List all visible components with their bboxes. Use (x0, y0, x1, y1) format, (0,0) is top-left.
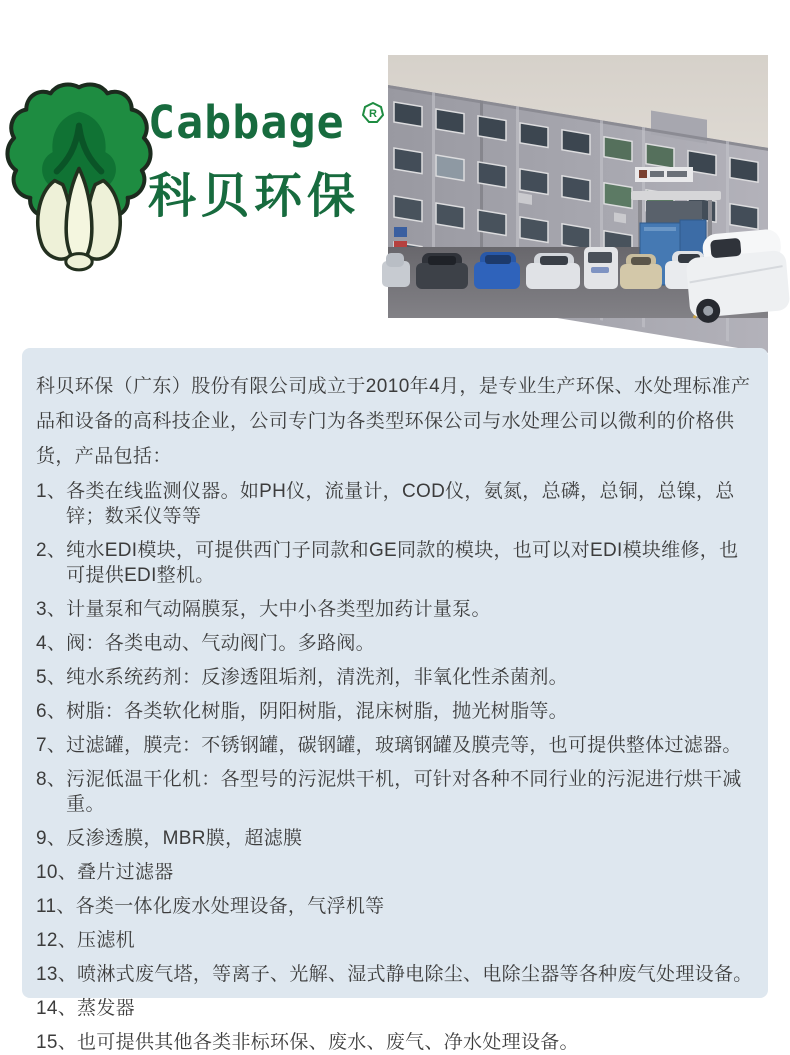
item-number: 4、 (36, 633, 67, 654)
product-item (36, 826, 754, 851)
item-text: 也可提供其他各类非标环保、废水、废气、净水处理设备。 (77, 1032, 579, 1053)
company-intro-paragraph: 科贝环保（广东）股份有限公司成立于2010年4月，是专业生产环保、水处理标准产品和设备的高科技企业，公司专门为各类型环保公司与水处理公司以微利的价格供货，产品包括： (36, 376, 751, 467)
svg-text:R: R (369, 108, 377, 120)
product-item (36, 894, 754, 919)
item-number: 6、 (36, 701, 67, 722)
company-description-panel (22, 348, 768, 1053)
item-number: 3、 (36, 599, 67, 620)
item-number: 2、 (36, 540, 67, 561)
product-item (36, 597, 754, 622)
registered-trademark-icon (362, 102, 384, 124)
item-text: 压滤机 (77, 930, 135, 951)
item-number: 5、 (36, 667, 67, 688)
item-number: 13、 (36, 964, 78, 985)
product-item (36, 996, 754, 1021)
item-text: 纯水系统药剂：反渗透阻垢剂，清洗剂，非氧化性杀菌剂。 (66, 667, 568, 688)
product-item (36, 1030, 754, 1055)
cabbage-logo-icon (8, 72, 150, 277)
item-text: 纯水EDI模块，可提供西门子同款和GE同款的模块，也可以对EDI模块维修，也可提供EDI整机。 (66, 540, 739, 586)
product-item (36, 631, 754, 656)
item-number: 12、 (36, 930, 78, 951)
brand-wordmark-en: Cabbage (148, 96, 345, 149)
item-text: 喷淋式废气塔，等离子、光解、湿式静电除尘、电除尘器等各种废气处理设备。 (77, 964, 753, 985)
item-text: 叠片过滤器 (77, 862, 174, 883)
item-text: 各类在线监测仪器。如PH仪，流量计，COD仪，氨氮，总磷，总铜，总镍，总锌；数采仪等等 (66, 481, 735, 527)
item-number: 11、 (36, 896, 76, 917)
item-number: 1、 (36, 481, 67, 502)
item-number: 10、 (36, 862, 78, 883)
product-item (36, 767, 754, 817)
item-text: 计量泵和气动隔膜泵，大中小各类型加药计量泵。 (66, 599, 491, 620)
item-text: 蒸发器 (77, 998, 135, 1019)
product-list (36, 479, 754, 1055)
company-building-photo (388, 55, 768, 318)
product-item (36, 665, 754, 690)
product-item (36, 860, 754, 885)
product-item (36, 962, 754, 987)
item-number: 9、 (36, 828, 67, 849)
item-number: 15、 (36, 1032, 78, 1053)
item-text: 反渗透膜，MBR膜，超滤膜 (66, 828, 303, 849)
item-text: 污泥低温干化机：各型号的污泥烘干机，可针对各种不同行业的污泥进行烘干减重。 (66, 769, 742, 815)
header (0, 0, 790, 330)
item-text: 树脂：各类软化树脂，阴阳树脂，混床树脂，抛光树脂等。 (66, 701, 568, 722)
product-item (36, 733, 754, 758)
item-number: 8、 (36, 769, 67, 790)
product-item (36, 699, 754, 724)
product-item (36, 538, 754, 588)
item-number: 14、 (36, 998, 78, 1019)
item-text: 阀：各类电动、气动阀门。多路阀。 (66, 633, 375, 654)
product-item (36, 928, 754, 953)
product-item (36, 479, 754, 529)
item-text: 过滤罐，膜壳：不锈钢罐，碳钢罐，玻璃钢罐及膜壳等，也可提供整体过滤器。 (66, 735, 742, 756)
item-text: 各类一体化废水处理设备，气浮机等 (75, 896, 385, 917)
brand-name-cn: 科贝环保 (148, 170, 361, 223)
item-number: 7、 (36, 735, 67, 756)
